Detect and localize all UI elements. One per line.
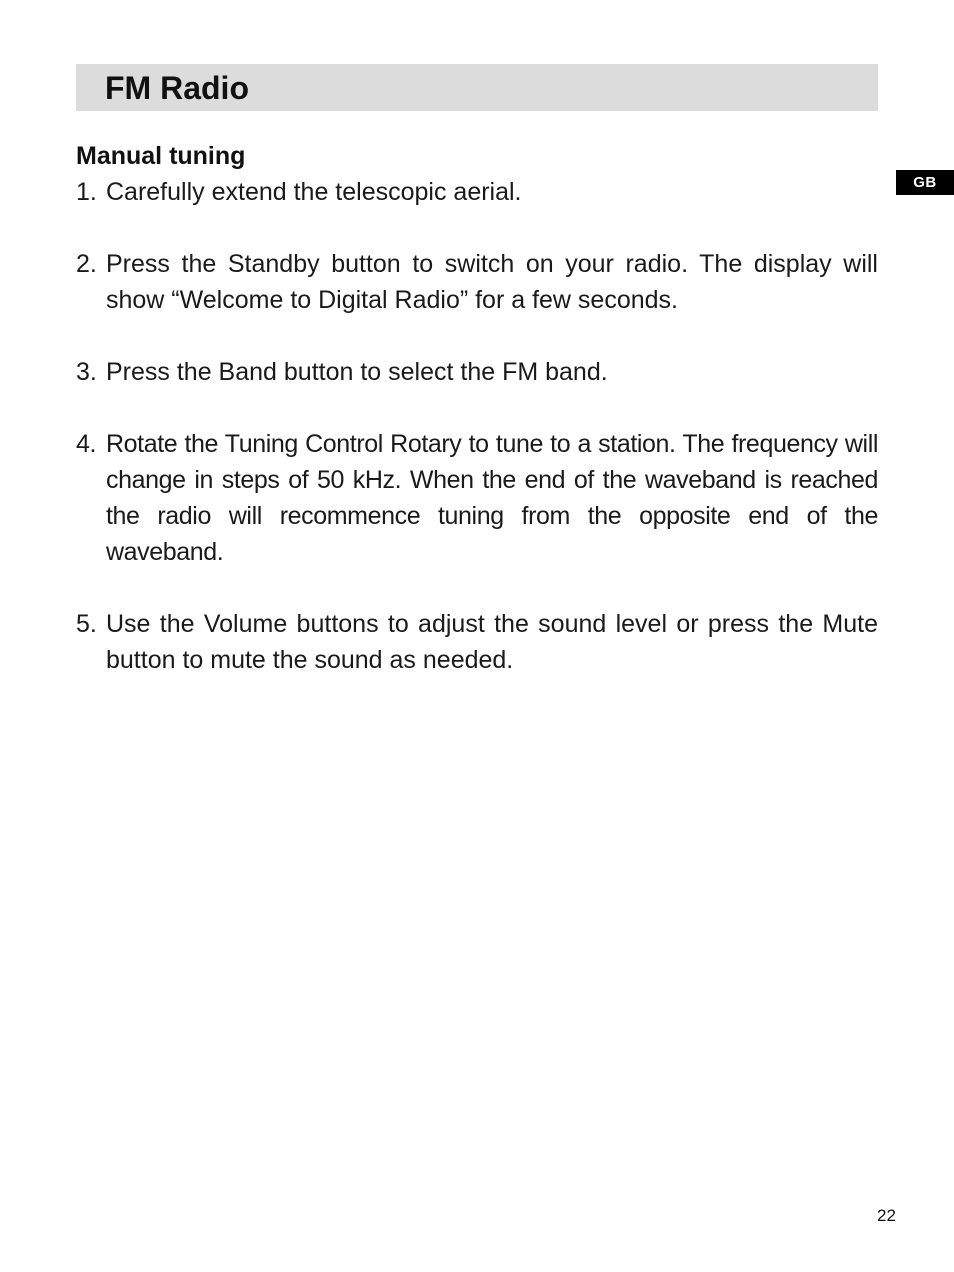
step-text: Use the Volume buttons to adjust the sound level or press the Mute button to mute the sound as needed. xyxy=(106,610,878,674)
page-number: 22 xyxy=(877,1206,896,1225)
step-item xyxy=(76,246,878,318)
step-text: Press the Band button to select the FM band. xyxy=(106,358,608,386)
step-number: 2. xyxy=(76,250,97,278)
step-number: 3. xyxy=(76,358,97,386)
step-item xyxy=(76,354,878,390)
section-heading: Manual tuning xyxy=(76,142,246,170)
step-text: Carefully extend the telescopic aerial. xyxy=(106,178,522,206)
step-number: 5. xyxy=(76,610,97,638)
step-text: Press the Standby button to switch on your radio. The display will show “Welcome to Digital Radio” for a few seconds. xyxy=(106,250,878,314)
page-title: FM Radio xyxy=(105,70,249,106)
step-number: 4. xyxy=(76,430,97,458)
step-item xyxy=(76,426,878,570)
step-text: Rotate the Tuning Control Rotary to tune to a station. The frequency will change in steps of 50 kHz. When the end of the waveband is reached the radio will recommence tuning from the opposite end of the waveband. xyxy=(106,430,878,566)
title-bar xyxy=(76,64,878,111)
step-item xyxy=(76,174,878,210)
step-item xyxy=(76,606,878,678)
steps-list xyxy=(76,174,878,714)
step-number: 1. xyxy=(76,178,97,206)
language-tab: GB xyxy=(896,170,954,195)
